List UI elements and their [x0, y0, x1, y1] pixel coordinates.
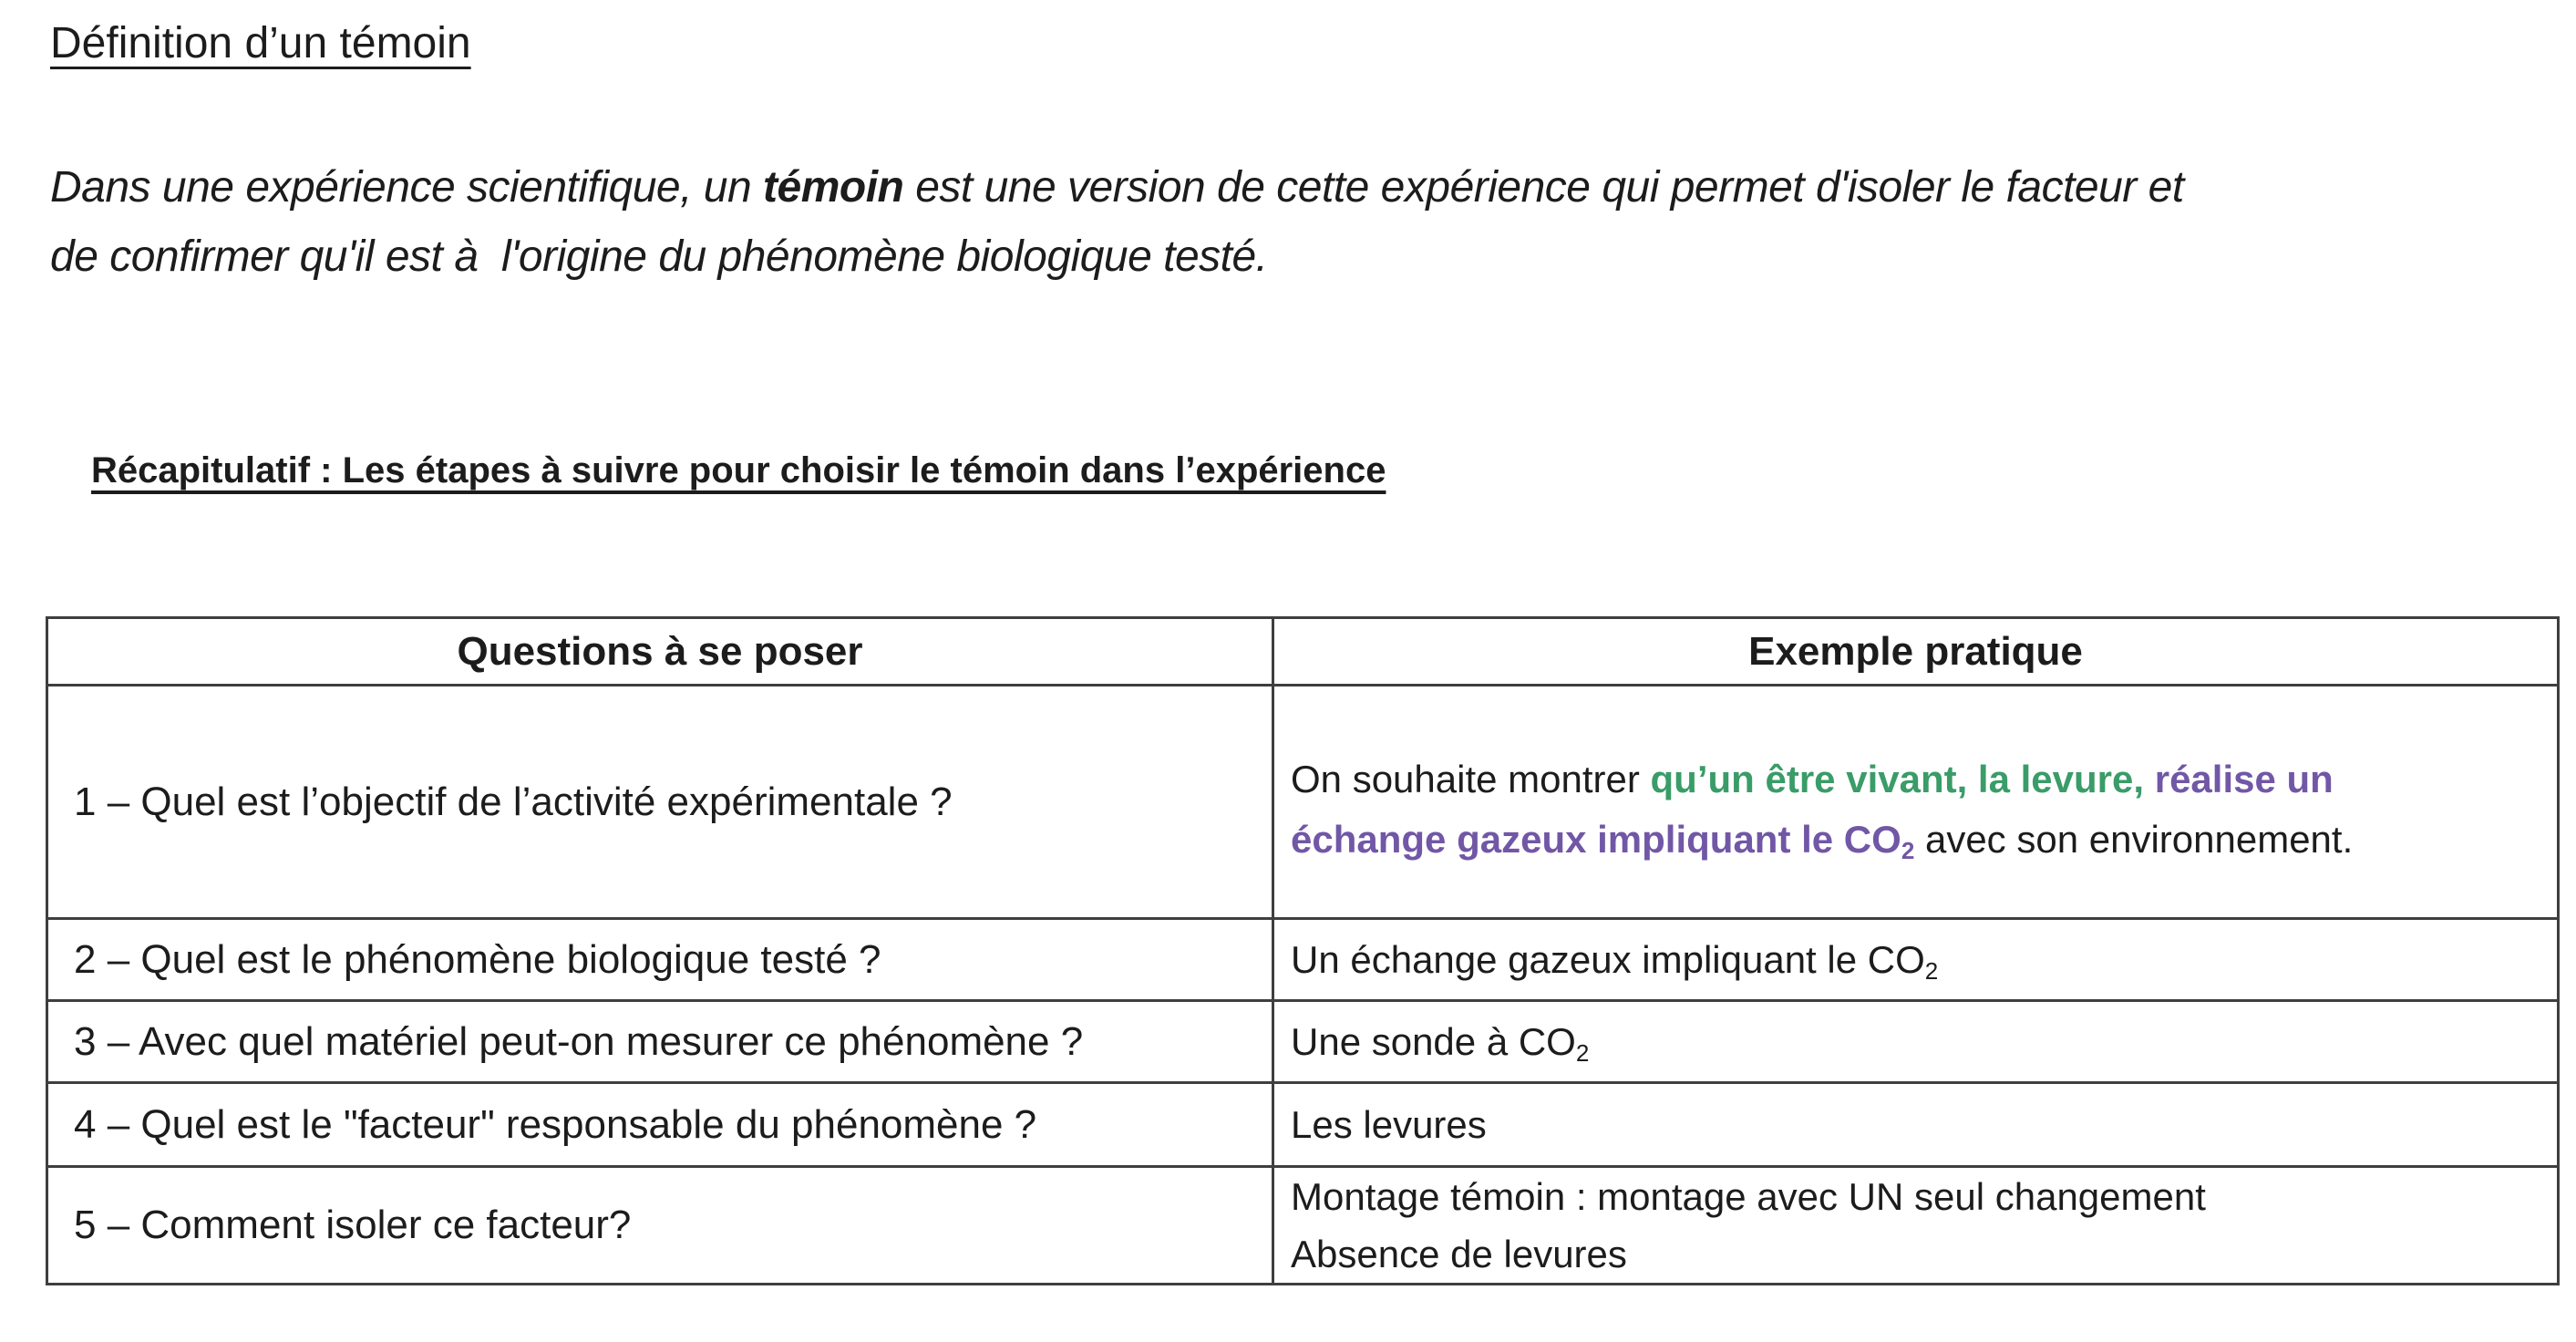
question-cell: 4 – Quel est le "facteur" responsable du phénomène ? [47, 1083, 1273, 1167]
table-header-row [47, 618, 2559, 686]
column-header-example: Exemple pratique [1273, 618, 2559, 686]
question-cell: 2 – Quel est le phénomène biologique testé ? [47, 919, 1273, 1001]
example-cell: Une sonde à CO2 [1273, 1001, 2559, 1083]
question-cell: 3 – Avec quel matériel peut-on mesurer ce phénomène ? [47, 1001, 1273, 1083]
question-cell: 5 – Comment isoler ce facteur? [47, 1167, 1273, 1285]
question-cell: 1 – Quel est l’objectif de l’activité expérimentale ? [47, 686, 1273, 919]
example-cell: Les levures [1273, 1083, 2559, 1167]
example-cell: Montage témoin : montage avec UN seul changement Absence de levures [1273, 1167, 2559, 1285]
example-cell: Un échange gazeux impliquant le CO2 [1273, 919, 2559, 1001]
section-heading: Récapitulatif : Les étapes à suivre pour choisir le témoin dans l’expérience [91, 450, 1386, 490]
page-title: Définition d’un témoin [50, 19, 471, 67]
table-row [47, 1167, 2559, 1285]
table-row [47, 1001, 2559, 1083]
table-row [47, 686, 2559, 919]
column-header-questions: Questions à se poser [47, 618, 1273, 686]
table-row [47, 1083, 2559, 1167]
example-cell: On souhaite montrer qu’un être vivant, la levure, réalise un échange gazeux impliquant le CO2 avec son environnement. [1273, 686, 2559, 919]
steps-table [46, 616, 2560, 1285]
table-row [47, 919, 2559, 1001]
intro-paragraph: Dans une expérience scientifique, un témoin est une version de cette expérience qui permet d'isoler le facteur et de confirmer qu'il est à l'origine du phénomène biologique testé. [50, 163, 2184, 281]
